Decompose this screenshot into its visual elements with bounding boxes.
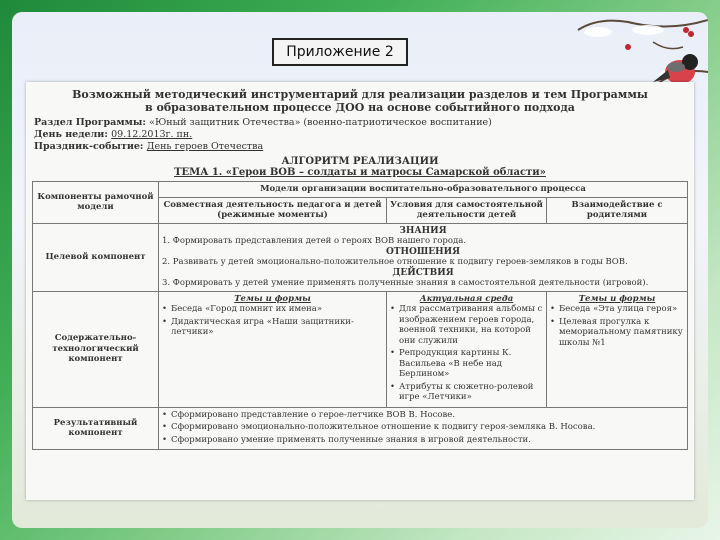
result-content: [159, 407, 688, 450]
list-item: • Сформировано эмоционально-положительное отношение к подвигу героя-земляка В. Носова.: [162, 422, 684, 433]
document-title: [32, 88, 688, 114]
knowledge-title: ЗНАНИЯ: [399, 225, 447, 236]
list-item: • Беседа «Эта улица героя»: [550, 304, 684, 315]
header-components: Компоненты рамочной модели: [33, 182, 159, 224]
content-label: Содержательно-технологический компонент: [33, 291, 159, 407]
appendix-label: Приложение 2: [272, 38, 408, 66]
parents-cell: [547, 291, 688, 407]
algorithm-title: АЛГОРИТМ РЕАЛИЗАЦИИ: [281, 156, 439, 167]
table-row-target: [33, 223, 688, 291]
methodology-table: [32, 181, 688, 450]
document-title-line-2: в образовательном процессе ДОО на основе событийного подхода: [145, 101, 575, 114]
week-day-value: 09.12.2013г. пн.: [111, 129, 193, 140]
attitude-item: 2. Развивать у детей эмоционально-положительное отношение к подвигу героев-земляков в годы ВОВ.: [162, 257, 628, 267]
list-item: • Репродукция картины К. Васильева «В небе над Берлином»: [390, 348, 543, 380]
document-title-line-1: Возможный методический инструментарий для реализации разделов и тем Программы: [72, 88, 648, 101]
target-label: Целевой компонент: [33, 223, 159, 291]
header-independent: Условия для самостоятельной деятельности детей: [387, 197, 547, 223]
result-label: Результативный компонент: [33, 407, 159, 450]
list-item: • Для рассматривания альбомы с изображением героев города, военной техники, на которой они служили: [390, 304, 543, 346]
list-item: • Дидактическая игра «Наши защитники-летчики»: [162, 317, 383, 338]
list-item: • Сформировано умение применять полученные знания в игровой деятельности.: [162, 435, 684, 446]
table-header-row-1: [33, 182, 688, 198]
document-page: [26, 82, 694, 500]
environment-heading: Актуальная среда: [419, 293, 514, 304]
joint-cell: [159, 291, 387, 407]
theme-title: ТЕМА 1. «Герои ВОВ – солдаты и матросы Самарской области»: [174, 167, 546, 178]
list-item: • Атрибуты к сюжетно-ролевой игре «Летчики»: [390, 382, 543, 403]
action-item: 3. Формировать у детей умение применять полученные знания в самостоятельной деятельности (игровой).: [162, 278, 649, 288]
holiday-value: День героев Отечества: [146, 141, 264, 152]
knowledge-item: 1. Формировать представления детей о героях ВОВ нашего города.: [162, 236, 466, 246]
list-item: • Целевая прогулка к мемориальному памятнику школы №1: [550, 317, 684, 349]
joint-heading: Темы и формы: [234, 293, 311, 304]
program-section-label: Раздел Программы:: [34, 117, 150, 128]
action-title: ДЕЙСТВИЯ: [392, 267, 454, 278]
program-section-value: «Юный защитник Отечества» (военно-патриотическое воспитание): [149, 117, 492, 128]
attitude-title: ОТНОШЕНИЯ: [385, 246, 461, 257]
holiday-label: Праздник-событие:: [34, 141, 147, 152]
environment-cell: [387, 291, 547, 407]
week-day-label: День недели:: [34, 129, 112, 140]
list-item: • Сформировано представление о герое-летчике ВОВ В. Носове.: [162, 410, 684, 421]
header-joint: Совместная деятельность педагога и детей (режимные моменты): [159, 197, 387, 223]
target-content: [159, 223, 688, 291]
header-parents: Взаимодействие с родителями: [547, 197, 688, 223]
document-meta: [32, 117, 688, 153]
parents-heading: Темы и формы: [578, 293, 656, 304]
header-model: Модели организации воспитательно-образовательного процесса: [159, 182, 688, 198]
list-item: • Беседа «Город помнит их имена»: [162, 304, 383, 315]
table-row-content: [33, 291, 688, 407]
table-row-result: [33, 407, 688, 450]
